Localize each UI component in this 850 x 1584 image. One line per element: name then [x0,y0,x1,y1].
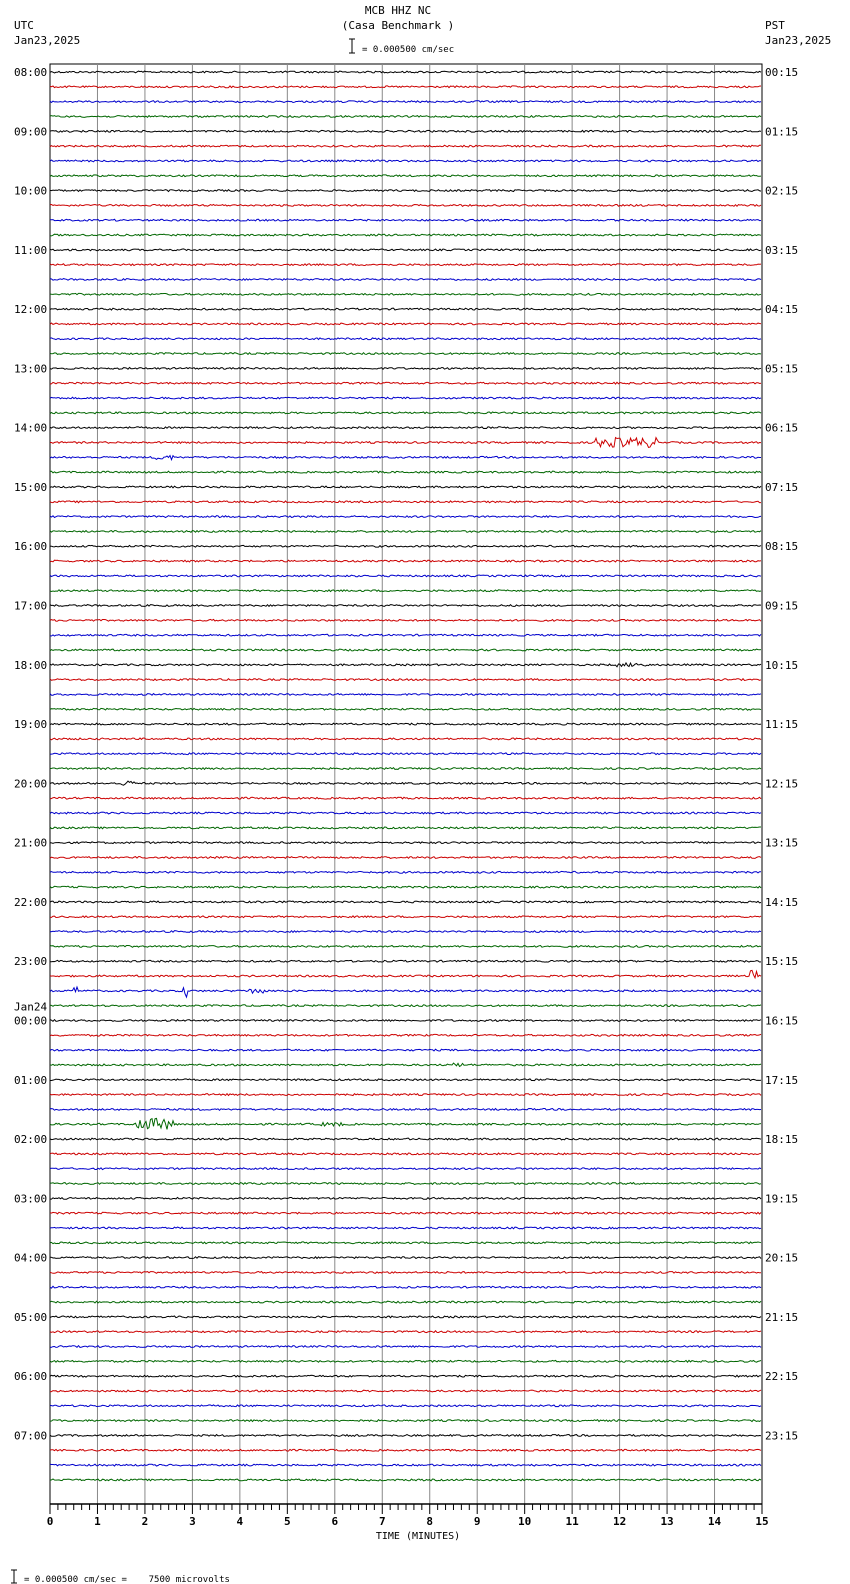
seismic-trace [50,1331,761,1333]
seismic-trace [50,175,761,177]
seismic-trace [50,456,761,460]
scale-bar-icon [349,39,355,53]
seismic-trace [50,781,761,785]
seismic-trace [50,471,761,473]
pst-hour-label: 13:15 [765,836,799,850]
seismic-trace [50,797,761,799]
pst-hour-label: 15:15 [765,955,799,969]
seismic-trace [50,634,761,636]
seismic-trace [50,1346,761,1348]
utc-hour-label: 08:00 [14,66,48,79]
seismic-trace [50,619,761,621]
seismic-trace [50,438,761,448]
seismic-trace [50,1449,761,1451]
utc-hour-label: 22:00 [14,895,48,909]
seismic-trace [50,901,761,903]
seismic-trace [50,987,761,997]
seismic-trace [50,1242,761,1244]
x-tick-label: 10 [518,1515,532,1528]
utc-hour-label: 12:00 [14,303,48,317]
seismic-trace [50,545,761,547]
seismic-trace [50,130,761,132]
seismic-trace [50,916,761,918]
x-tick-label: 1 [94,1515,101,1528]
utc-hour-label: 18:00 [14,658,48,672]
pst-hour-label: 18:15 [765,1133,799,1147]
pst-hour-label: 16:15 [765,1014,799,1028]
seismic-trace [50,842,761,844]
seismic-trace [50,1390,761,1392]
seismic-trace [50,857,761,859]
seismic-trace [50,190,761,192]
pst-hour-label: 20:15 [765,1251,799,1265]
seismic-trace [50,338,761,340]
utc-hour-label: 01:00 [14,1073,48,1087]
seismic-trace [50,486,761,488]
seismic-trace [50,1227,761,1229]
seismic-trace [50,694,761,696]
utc-hour-label: 00:00 [14,1014,48,1028]
seismic-trace [50,1405,761,1407]
seismic-trace [50,946,761,948]
seismic-trace [50,812,761,814]
seismic-trace [50,827,761,829]
seismic-trace [50,679,761,681]
seismic-trace [50,1435,761,1437]
pst-hour-label: 08:15 [765,540,799,554]
seismic-trace [50,575,761,577]
seismic-trace [50,308,761,310]
seismic-trace [50,753,761,755]
footer-scale-label: = 0.000500 cm/sec = 7500 microvolts [24,1575,230,1584]
seismic-trace [50,738,761,740]
seismic-trace [50,1301,761,1303]
right-timezone: PST [765,19,785,32]
scale-label: = 0.000500 cm/sec [362,45,455,55]
seismic-trace [50,219,761,221]
seismic-trace [50,1212,761,1214]
seismic-trace [50,71,761,73]
footer-scale-icon [11,1570,17,1583]
utc-hour-label: 19:00 [14,718,48,732]
x-tick-label: 13 [660,1515,674,1528]
pst-hour-label: 02:15 [765,184,799,198]
utc-hour-label: 23:00 [14,955,48,969]
pst-hour-label: 07:15 [765,480,799,494]
seismic-trace [50,590,761,592]
utc-hour-label: 20:00 [14,777,48,791]
seismic-trace [50,970,761,977]
pst-hour-label: 14:15 [765,895,799,909]
seismic-trace [50,1094,761,1096]
seismic-trace [50,516,761,518]
seismic-trace [50,1168,761,1170]
pst-hour-label: 19:15 [765,1192,799,1206]
seismic-trace [50,1197,761,1199]
seismic-trace [50,323,761,325]
utc-hour-label: 10:00 [14,184,48,198]
utc-hour-label: 02:00 [14,1133,48,1147]
seismic-trace [50,1183,761,1185]
seismic-trace [50,531,761,533]
seismic-trace [50,1479,761,1481]
x-tick-label: 8 [426,1515,434,1528]
x-tick-label: 14 [707,1515,722,1528]
seismic-trace [50,293,761,295]
pst-hour-label: 21:15 [765,1310,799,1324]
pst-hour-label: 06:15 [765,421,799,435]
seismic-trace [50,1286,761,1288]
pst-hour-label: 04:15 [765,303,799,317]
seismic-trace [50,501,761,503]
seismic-trace [50,1360,761,1362]
utc-hour-label: 16:00 [14,540,48,554]
seismic-trace [50,397,761,399]
pst-hour-label: 10:15 [765,658,799,672]
x-axis-label: TIME (MINUTES) [375,1531,461,1542]
utc-hour-label: 09:00 [14,125,48,139]
utc-hour-label: 11:00 [14,243,48,257]
seismic-trace [50,1049,761,1051]
pst-hour-label: 00:15 [765,66,799,79]
seismic-trace [50,1079,761,1081]
seismic-trace [50,145,761,147]
x-tick-label: 5 [284,1515,291,1528]
x-tick-label: 15 [755,1515,769,1528]
seismic-trace [50,1272,761,1274]
pst-hour-label: 11:15 [765,718,799,732]
seismic-trace [50,160,761,162]
seismic-trace [50,931,761,933]
utc-hour-label: 07:00 [14,1429,48,1443]
seismic-trace [50,412,761,414]
left-timezone: UTC [14,19,34,32]
pst-hour-label: 01:15 [765,125,799,139]
pst-hour-label: 12:15 [765,777,799,791]
seismic-trace [50,605,761,607]
seismic-trace [50,368,761,370]
seismic-trace [50,1375,761,1377]
seismic-trace [50,871,761,873]
seismic-trace [50,708,761,710]
utc-hour-label: 06:00 [14,1370,48,1384]
seismic-trace [50,1138,761,1140]
site-title: (Casa Benchmark ) [341,19,455,32]
seismic-trace [50,1464,761,1466]
seismic-trace [50,768,761,770]
pst-hour-label: 05:15 [765,362,799,376]
x-tick-label: 11 [565,1515,579,1528]
pst-hour-label: 22:15 [765,1370,799,1384]
x-tick-label: 0 [46,1515,54,1528]
seismic-trace [50,86,761,88]
pst-hour-label: 17:15 [765,1073,799,1087]
left-date: Jan23,2025 [14,34,81,47]
utc-hour-label: 14:00 [14,421,48,435]
x-tick-label: 7 [378,1515,386,1528]
utc-hour-label: 03:00 [14,1192,48,1206]
utc-hour-label: 15:00 [14,480,48,494]
x-tick-label: 12 [612,1515,627,1528]
seismic-trace [50,234,761,236]
seismic-trace [50,560,761,562]
seismic-trace [50,1257,761,1259]
x-tick-label: 3 [189,1515,196,1528]
seismic-trace [50,1153,761,1155]
utc-hour-label: 04:00 [14,1251,48,1265]
utc-hour-label: 17:00 [14,599,48,613]
seismic-trace [50,663,761,667]
seismic-trace [50,1118,761,1129]
pst-hour-label: 03:15 [765,243,799,257]
seismic-trace [50,382,761,384]
seismic-trace [50,205,761,207]
utc-hour-label: 13:00 [14,362,48,376]
seismic-trace [50,649,761,651]
x-tick-label: 2 [141,1515,149,1528]
right-date: Jan23,2025 [765,34,832,47]
seismic-trace [50,1034,761,1036]
seismic-trace [50,1063,761,1066]
seismic-trace [50,1005,761,1007]
seismic-trace [50,723,761,725]
date-change-label: Jan24 [14,1000,48,1014]
pst-hour-label: 23:15 [765,1429,799,1443]
x-tick-label: 9 [473,1515,481,1528]
station-title: MCB HHZ NC [364,4,432,17]
seismic-trace [50,353,761,355]
seismic-trace [50,1316,761,1318]
seismic-trace [50,116,761,118]
seismic-trace [50,249,761,251]
seismic-trace [50,1109,761,1111]
seismic-trace [50,279,761,281]
seismic-trace [50,264,761,266]
seismic-trace [50,427,761,429]
seismic-trace [50,1020,761,1022]
x-tick-label: 6 [331,1515,339,1528]
seismic-trace [50,101,761,103]
seismic-trace [50,886,761,888]
seismic-trace [50,1420,761,1422]
x-tick-label: 4 [236,1515,244,1528]
utc-hour-label: 21:00 [14,836,48,850]
utc-hour-label: 05:00 [14,1310,48,1324]
pst-hour-label: 09:15 [765,599,799,613]
seismic-trace [50,960,761,962]
